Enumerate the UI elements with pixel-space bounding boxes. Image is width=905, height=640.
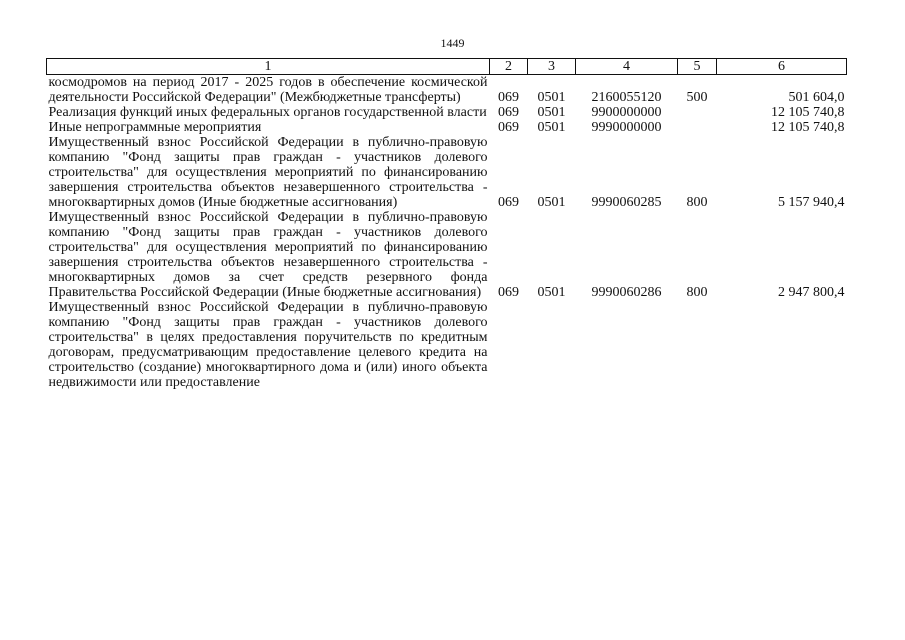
header-col-4: 4 (576, 59, 678, 75)
row-expense-type (678, 120, 717, 135)
page-number: 1449 (440, 36, 465, 50)
row-amount: 2 947 800,4 (778, 285, 845, 300)
header-col-3: 3 (528, 59, 576, 75)
row-ministry: 069 (498, 285, 519, 300)
table-row (47, 300, 847, 390)
row-expense-type: 800 (686, 285, 708, 300)
row-name: космодромов на период 2017 - 2025 годов в обеспечение космической деятельности Российской Федерации" (Межбюджетные трансферты) (48, 75, 488, 105)
table-header (47, 59, 847, 75)
row-amount: 5 157 940,4 (778, 195, 845, 210)
row-ministry: 069 (498, 195, 519, 210)
row-section: 0501 (537, 90, 566, 105)
row-target: 2160055120 (591, 90, 662, 105)
row-expense-type: 500 (686, 90, 708, 105)
header-col-5: 5 (678, 59, 717, 75)
row-name: Имущественный взнос Российской Федерации в публично-правовую компанию "Фонд защиты прав граждан - участников долевого строительства" для осуществления мероприятий по финансированию завершения строительства объектов незавершенного строительства - многоквартирных домов за счет средств резервного фонда Правительства Российской Федерации (Иные бюджетные ассигнования) (48, 210, 488, 300)
row-target: 9990060285 (591, 195, 662, 210)
row-section: 0501 (537, 195, 566, 210)
row-name: Имущественный взнос Российской Федерации в публично-правовую компанию "Фонд защиты прав граждан - участников долевого строительства" для осуществления мероприятий по финансированию завершения строительства объектов незавершенного строительства - многоквартирных домов (Иные бюджетные ассигнования) (48, 135, 488, 210)
row-amount: 12 105 740,8 (771, 105, 845, 120)
row-amount: 12 105 740,8 (771, 120, 845, 135)
row-amount: 501 604,0 (788, 90, 845, 105)
row-target: 9900000000 (591, 105, 662, 120)
row-expense-type (678, 105, 717, 120)
table-row (47, 120, 847, 135)
row-amount (717, 300, 847, 390)
row-ministry: 069 (498, 105, 519, 120)
row-name: Имущественный взнос Российской Федерации в публично-правовую компанию "Фонд защиты прав граждан - участников долевого строительства" в целях предоставления поручительств по кредитным договорам, предусматривающим предоставление целевого кредита на строительство (создание) многоквартирного дома и (или) иного объекта недвижимости или предоставление (48, 300, 488, 390)
header-col-1: 1 (47, 59, 490, 75)
row-target (576, 300, 678, 390)
table-row (47, 210, 847, 300)
row-target: 9990060286 (591, 285, 662, 300)
row-section: 0501 (537, 120, 566, 135)
row-section (528, 300, 576, 390)
row-section: 0501 (537, 105, 566, 120)
budget-table (46, 58, 847, 390)
header-col-6: 6 (717, 59, 847, 75)
row-name: Иные непрограммные мероприятия (48, 120, 262, 135)
table-row (47, 135, 847, 210)
row-expense-type: 800 (686, 195, 708, 210)
table-row (47, 75, 847, 106)
row-name: Реализация функций иных федеральных органов государственной власти (48, 105, 487, 120)
row-ministry: 069 (498, 120, 519, 135)
row-ministry (490, 300, 528, 390)
row-ministry: 069 (498, 90, 519, 105)
row-target: 9990000000 (591, 120, 662, 135)
table-body (47, 75, 847, 391)
header-col-2: 2 (490, 59, 528, 75)
row-expense-type (678, 300, 717, 390)
row-section: 0501 (537, 285, 566, 300)
table-row (47, 105, 847, 120)
